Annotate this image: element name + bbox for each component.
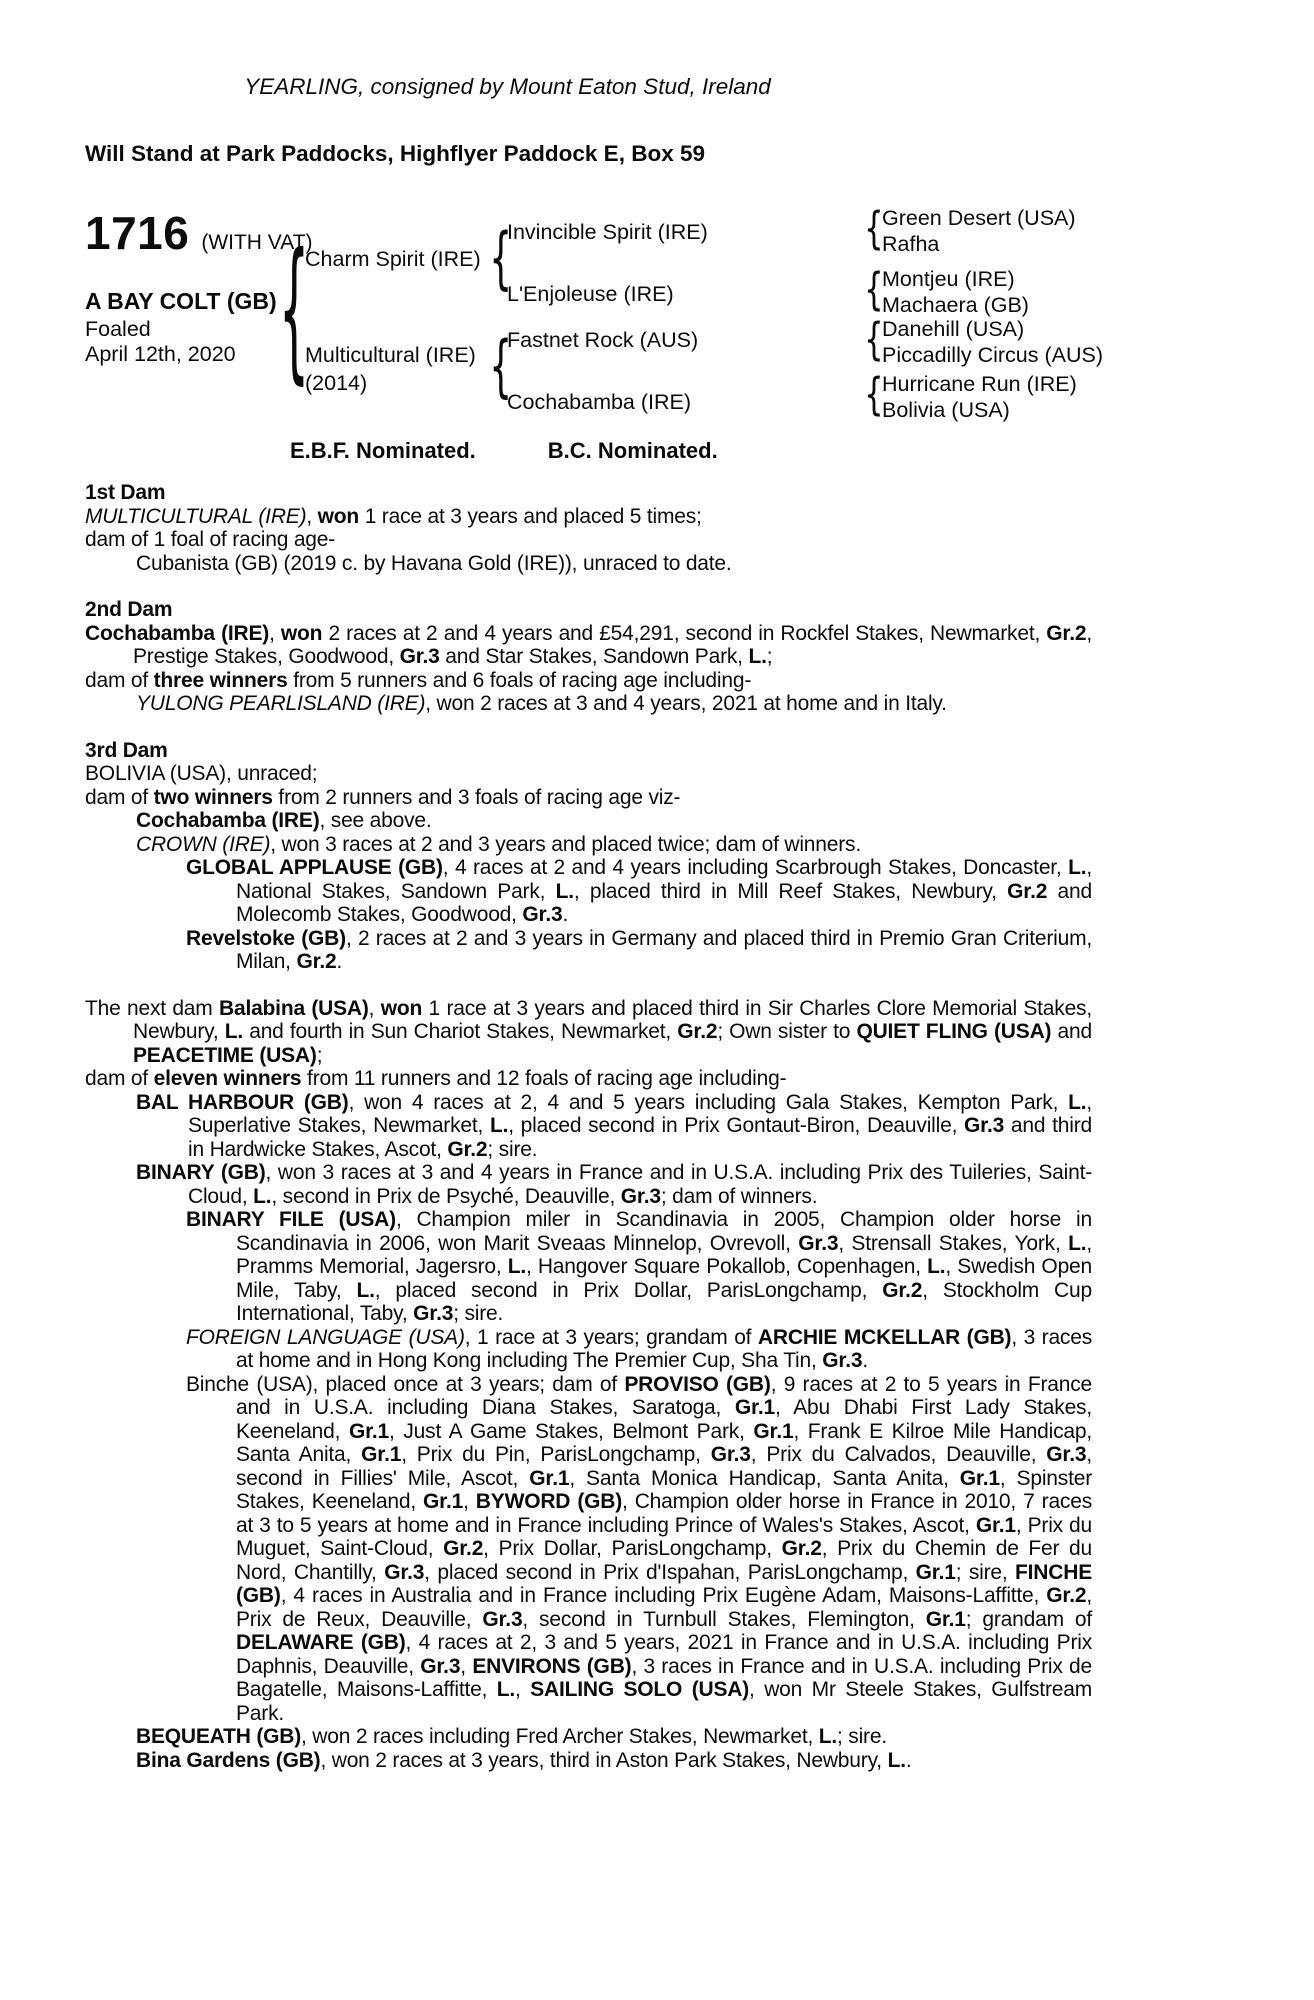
pedigree-dam-sire: Fastnet Rock (AUS)	[507, 328, 699, 352]
text-run: Gr.3	[620, 1184, 661, 1208]
pedigree-grandparents-pair	[882, 317, 1103, 368]
text-run: Gr.3	[384, 1560, 425, 1584]
pedigree-text	[85, 481, 1092, 1772]
text-run: BYWORD (GB)	[475, 1490, 623, 1513]
ancestor-name: Danehill (USA)	[882, 317, 1025, 341]
stand-location-line: Will Stand at Park Paddocks, Highflyer Paddock E, Box 59	[85, 141, 705, 166]
ancestor-name: Hurricane Run (IRE)	[882, 372, 1077, 396]
ancestor-name: Piccadilly Circus (AUS)	[882, 342, 1104, 367]
text-run: , Prix du Calvados, Deauville,	[750, 1443, 1047, 1466]
brace-icon: {	[278, 221, 310, 401]
text-run: Gr.2	[447, 1137, 488, 1161]
text-run: dam of 1 foal of racing age-	[85, 528, 336, 551]
text-run: ; sire.	[487, 1137, 538, 1161]
text-run: Gr.2	[296, 950, 337, 973]
text-run: Gr.3	[420, 1654, 461, 1678]
text-run: SAILING SOLO (USA)	[530, 1678, 750, 1701]
text-run: , National Stakes, Sandown Park,	[236, 856, 1092, 903]
text-run: from 11 runners and 12 foals of racing age including-	[301, 1067, 787, 1090]
catalogue-paragraph	[85, 1067, 1092, 1091]
brace-icon: {	[489, 219, 513, 299]
text-run: dam of	[85, 668, 154, 692]
text-run: won	[380, 996, 423, 1020]
text-run: , Prix Dollar, ParisLongchamp,	[483, 1537, 782, 1560]
text-run: Gr.1	[423, 1490, 464, 1513]
text-run: Gr.3	[822, 1349, 863, 1372]
catalogue-paragraph	[85, 669, 1092, 693]
text-run: Gr.1	[925, 1607, 966, 1631]
text-run: ,	[368, 996, 381, 1020]
ancestor-name: Bolivia (USA)	[882, 397, 1010, 422]
text-run: Gr.2	[1007, 879, 1048, 903]
dam-section	[85, 739, 1092, 974]
text-run: PROVISO (GB)	[624, 1372, 771, 1396]
text-run: Cubanista (GB) (2019 c. by Havana Gold (IRE)), unraced to date.	[136, 551, 732, 575]
text-run: BAL HARBOUR (GB)	[136, 1090, 349, 1114]
text-run: .	[336, 950, 343, 973]
text-run: Cochabamba (IRE)	[136, 809, 320, 832]
text-run: , Champion miler in Scandinavia in 2005, Champion older horse in Scandinavia in 2006, won Marit Sveaas Minnelop, Ovrevoll,	[236, 1208, 1092, 1255]
text-run: , Superlative Stakes, Newmarket,	[188, 1090, 1092, 1137]
text-run: dam of	[85, 1067, 154, 1090]
text-run: L.	[887, 1748, 906, 1772]
text-run: Gr.2	[1046, 1584, 1087, 1607]
text-run: ; sire.	[837, 1725, 887, 1748]
text-run: L.	[818, 1725, 838, 1748]
brace-icon: {	[864, 368, 884, 422]
text-run: ;	[766, 645, 773, 668]
ancestor-name: Rafha	[882, 231, 940, 256]
catalogue-paragraph	[85, 505, 1092, 529]
text-run: L.	[1068, 1231, 1087, 1255]
text-run: , placed second in Prix Dollar, ParisLongchamp,	[374, 1278, 883, 1302]
ancestor-name: Montjeu (IRE)	[882, 267, 1015, 291]
text-run: , placed second in Prix Gontaut-Biron, Deauville,	[508, 1114, 965, 1137]
ancestor-name: Machaera (GB)	[882, 292, 1029, 317]
dam-section-heading: 2nd Dam	[85, 598, 173, 621]
text-run: Revelstoke (GB)	[186, 926, 346, 950]
text-run: , Hangover Square Pokallob, Copenhagen,	[525, 1255, 928, 1278]
text-run: Binche (USA), placed once at 3 years; dam of	[186, 1372, 625, 1396]
catalogue-paragraph	[85, 552, 1092, 576]
ancestor-name: Green Desert (USA)	[882, 206, 1076, 230]
brace-icon: {	[489, 327, 513, 407]
text-run: FINCHE (GB)	[236, 1560, 1092, 1607]
text-run: Gr.1	[361, 1443, 402, 1466]
catalogue-paragraph	[85, 692, 1092, 716]
text-run: ; sire.	[453, 1302, 504, 1325]
text-run: , Prestige Stakes, Goodwood,	[133, 621, 1092, 668]
text-run: 2 races at 2 and 4 years and £54,291, second in Rockfel Stakes, Newmarket,	[322, 621, 1047, 645]
text-run: , 2 races at 2 and 3 years in Germany and placed third in Premio Gran Criterium, Milan,	[236, 926, 1093, 973]
lot-number: 1716	[85, 207, 190, 259]
text-run: won	[280, 621, 323, 645]
text-run: , second in Fillies' Mile, Ascot,	[236, 1443, 1092, 1490]
dam-section-heading: 1st Dam	[85, 481, 166, 504]
catalogue-paragraph	[85, 833, 1092, 857]
text-run: , see above.	[319, 809, 432, 832]
text-run: , second in Turnbull Stakes, Flemington,	[522, 1607, 926, 1631]
text-run: two winners	[153, 785, 273, 809]
text-run: The next dam	[85, 996, 219, 1020]
dam-section	[85, 997, 1092, 1773]
catalogue-paragraph	[85, 809, 1092, 833]
catalogue-paragraph	[85, 1749, 1092, 1773]
catalogue-paragraph	[85, 622, 1092, 669]
text-run: FOREIGN LANGUAGE (USA)	[186, 1325, 465, 1349]
text-run: ,	[515, 1678, 531, 1701]
text-run: MULTICULTURAL (IRE)	[85, 504, 307, 528]
catalogue-paragraph	[85, 528, 1092, 552]
text-run: L.	[507, 1255, 526, 1278]
text-run: Gr.3	[964, 1114, 1005, 1137]
dam-section	[85, 481, 1092, 575]
pedigree-sire: Charm Spirit (IRE)	[305, 247, 481, 271]
text-run: ; grandam of	[965, 1607, 1092, 1631]
pedigree-sire-dam: L'Enjoleuse (IRE)	[507, 282, 674, 306]
text-run: , won 3 races at 3 and 4 years in France and in U.S.A. including Prix des Tuileries, Saint-Cloud,	[188, 1161, 1092, 1208]
text-run: and Molecomb Stakes, Goodwood,	[236, 879, 1092, 926]
brace-icon: {	[864, 313, 884, 367]
text-run: Gr.1	[529, 1466, 570, 1490]
text-run: ; Own sister to	[717, 1020, 857, 1043]
text-run: L.	[224, 1020, 244, 1043]
pedigree-sire-sire: Invincible Spirit (IRE)	[507, 220, 708, 244]
text-run: L.	[489, 1114, 509, 1137]
foaled-date: April 12th, 2020	[85, 342, 236, 366]
text-run: Gr.3	[1046, 1443, 1087, 1466]
text-run: , 1 race at 3 years; grandam of	[464, 1325, 758, 1349]
dam-section-heading: 3rd Dam	[85, 738, 168, 762]
text-run: , 3 races in France and in U.S.A. including Prix de Bagatelle, Maisons-Laffitte,	[236, 1654, 1092, 1701]
text-run: L.	[496, 1678, 516, 1701]
text-run: and	[1051, 1020, 1092, 1043]
text-run: , placed second in Prix d'Ispahan, ParisLongchamp,	[424, 1560, 916, 1584]
catalogue-paragraph	[85, 1373, 1092, 1726]
text-run: Gr.2	[1046, 621, 1087, 645]
text-run: 1 race at 3 years and placed 5 times;	[359, 504, 702, 528]
text-run: L.	[1068, 856, 1087, 879]
text-run: Gr.1	[915, 1560, 956, 1584]
text-run: , Just A Game Stakes, Belmont Park,	[389, 1419, 754, 1443]
bc-nominated-label: B.C. Nominated.	[547, 438, 718, 463]
text-run: Gr.3	[710, 1443, 751, 1466]
text-run: Gr.3	[413, 1302, 454, 1325]
text-run: , won 2 races at 3 and 4 years, 2021 at home and in Italy.	[425, 692, 947, 715]
text-run: , Prix du Muguet, Saint-Cloud,	[236, 1513, 1092, 1560]
catalogue-paragraph	[85, 762, 1092, 786]
text-run: Gr.1	[959, 1466, 1000, 1490]
text-run: Gr.1	[975, 1513, 1016, 1537]
text-run: , Prix de Reux, Deauville,	[236, 1584, 1092, 1631]
text-run: , Frank E Kilroe Mile Handicap, Santa Anita,	[236, 1419, 1093, 1466]
text-run: .	[905, 1748, 912, 1772]
nominations-line	[85, 438, 718, 464]
text-run: , 4 races in Australia and in France including Prix Eugène Adam, Maisons-Laffitte,	[280, 1584, 1047, 1607]
brace-icon: {	[864, 202, 884, 256]
text-run: Gr.2	[677, 1020, 718, 1043]
text-run: , 9 races at 2 to 5 years in France and in U.S.A. including Diana Stakes, Saratoga,	[236, 1372, 1092, 1419]
text-run: , 4 races at 2, 3 and 5 years, 2021 in France and in U.S.A. including Prix Daphnis, Deauville,	[236, 1631, 1092, 1678]
text-run: QUIET FLING (USA)	[856, 1020, 1052, 1043]
text-run: L.	[555, 879, 574, 903]
text-run: , Champion older horse in France in 2010, 7 races at 3 to 5 years at home and in France including Prince of Wales's Stakes, Ascot,	[236, 1490, 1092, 1537]
catalogue-paragraph	[85, 1208, 1092, 1326]
pedigree-dam-name: Multicultural (IRE)	[305, 343, 476, 367]
foaled-label: Foaled	[85, 317, 151, 341]
text-run: , Swedish Open Mile, Taby,	[236, 1255, 1093, 1302]
text-run: , won 4 races at 2, 4 and 5 years including Gala Stakes, Kempton Park,	[348, 1090, 1069, 1114]
text-run: Gr.2	[882, 1278, 923, 1302]
catalogue-paragraph	[85, 927, 1092, 974]
text-run: , 4 races at 2 and 4 years including Scarbrough Stakes, Doncaster,	[442, 856, 1069, 879]
text-run: Gr.3	[399, 645, 440, 668]
text-run: ;	[316, 1043, 323, 1067]
pedigree-table	[85, 202, 1230, 423]
catalogue-paragraph	[85, 997, 1092, 1068]
text-run: Gr.3	[798, 1231, 839, 1255]
text-run: , placed third in Mill Reef Stakes, Newbury,	[573, 879, 1008, 903]
text-run: ,	[460, 1654, 473, 1678]
consignor-line: YEARLING, consigned by Mount Eaton Stud, Ireland	[244, 74, 771, 99]
text-run: Gr.1	[753, 1419, 794, 1443]
text-run: GLOBAL APPLAUSE (GB)	[186, 856, 443, 879]
text-run: BINARY FILE (USA)	[186, 1208, 396, 1231]
text-run: Gr.1	[734, 1396, 775, 1419]
text-run: , Santa Monica Handicap, Santa Anita,	[569, 1466, 960, 1490]
text-run: dam of	[85, 785, 154, 809]
pedigree-grandparents-pair	[882, 267, 1029, 318]
text-run: Gr.1	[348, 1419, 390, 1443]
text-run: , won Mr Steele Stakes, Gulfstream Park.	[236, 1678, 1092, 1725]
catalogue-paragraph	[85, 1091, 1092, 1162]
text-run: CROWN (IRE)	[136, 832, 271, 856]
text-run: , 3 races at home and in Hong Kong including The Premier Cup, Sha Tin,	[236, 1325, 1093, 1372]
text-run: ,	[269, 621, 281, 645]
pedigree-grandparents-pair	[882, 372, 1077, 423]
text-run: ; dam of winners.	[660, 1184, 818, 1208]
text-run: Gr.2	[443, 1537, 484, 1560]
text-run: , won 3 races at 2 and 3 years and placed twice; dam of winners.	[270, 832, 861, 856]
pedigree-dam	[305, 343, 476, 395]
pedigree-dam-dam: Cochabamba (IRE)	[507, 390, 692, 414]
text-run: and Star Stakes, Sandown Park,	[439, 645, 749, 668]
text-run: DELAWARE (GB)	[236, 1631, 406, 1654]
text-run: BEQUEATH (GB)	[136, 1725, 302, 1748]
catalogue-paragraph	[85, 1326, 1092, 1373]
text-run: , Stockholm Cup International, Taby,	[236, 1278, 1092, 1325]
text-run: ; sire,	[955, 1560, 1016, 1584]
text-run: .	[862, 1349, 868, 1372]
dam-section	[85, 598, 1092, 716]
text-run: Balabina (USA)	[219, 996, 369, 1020]
brace-icon: {	[864, 263, 884, 317]
text-run: Gr.3	[482, 1607, 523, 1631]
catalogue-paragraph	[85, 1725, 1092, 1749]
text-run: Gr.2	[781, 1537, 822, 1560]
text-run: L.	[927, 1255, 946, 1278]
catalogue-paragraph	[85, 786, 1092, 810]
text-run: , Spinster Stakes, Keeneland,	[236, 1466, 1092, 1513]
lot-description: A BAY COLT (GB)	[85, 288, 277, 314]
text-run: , Prix du Chemin de Fer du Nord, Chantilly,	[236, 1537, 1093, 1584]
text-run: won	[317, 504, 360, 528]
text-run: BINARY (GB)	[136, 1161, 266, 1184]
text-run: and fourth in Sun Chariot Stakes, Newmarket,	[243, 1020, 678, 1043]
lot-vat-note: (WITH VAT)	[201, 231, 313, 254]
text-run: YULONG PEARLISLAND (IRE)	[136, 692, 426, 715]
text-run: from 5 runners and 6 foals of racing age including-	[287, 668, 752, 692]
text-run: , won 2 races including Fred Archer Stakes, Newmarket,	[301, 1725, 819, 1748]
text-run: L.	[253, 1184, 272, 1208]
text-run: eleven winners	[153, 1067, 302, 1090]
catalogue-paragraph	[85, 856, 1092, 927]
text-run: , Strensall Stakes, York,	[838, 1231, 1069, 1255]
text-run: and third in Hardwicke Stakes, Ascot,	[188, 1114, 1092, 1161]
text-run: ENVIRONS (GB)	[472, 1654, 632, 1678]
text-run: 1 race at 3 years and placed third in Sir Charles Clore Memorial Stakes, Newbury,	[133, 996, 1092, 1043]
text-run: Gr.3	[522, 903, 563, 926]
text-run: PEACETIME (USA)	[133, 1043, 317, 1067]
text-run: three winners	[153, 668, 288, 692]
text-run: , won 2 races at 3 years, third in Aston Park Stakes, Newbury,	[320, 1748, 888, 1772]
text-run: ARCHIE MCKELLAR (GB)	[757, 1325, 1012, 1349]
text-run: ,	[306, 504, 318, 528]
text-run: Cochabamba (IRE)	[85, 621, 270, 645]
pedigree-grandparents-pair	[882, 206, 1076, 257]
ebf-nominated-label: E.B.F. Nominated.	[290, 438, 476, 463]
text-run: Bina Gardens (GB)	[136, 1748, 321, 1772]
text-run: , Prix du Pin, ParisLongchamp,	[401, 1443, 711, 1466]
text-run: , second in Prix de Psyché, Deauville,	[271, 1184, 621, 1208]
text-run: .	[562, 903, 569, 926]
catalogue-paragraph	[85, 1161, 1092, 1208]
text-run: L.	[1068, 1090, 1087, 1114]
text-run: L.	[356, 1278, 375, 1302]
text-run: , Pramms Memorial, Jagersro,	[236, 1231, 1092, 1278]
text-run: , Abu Dhabi First Lady Stakes, Keeneland,	[236, 1396, 1092, 1443]
pedigree-dam-year: (2014)	[305, 370, 368, 395]
text-run: from 2 runners and 3 foals of racing age viz-	[272, 785, 681, 809]
text-run: L.	[748, 645, 767, 668]
text-run: ,	[463, 1490, 476, 1513]
text-run: BOLIVIA (USA), unraced;	[85, 762, 318, 785]
